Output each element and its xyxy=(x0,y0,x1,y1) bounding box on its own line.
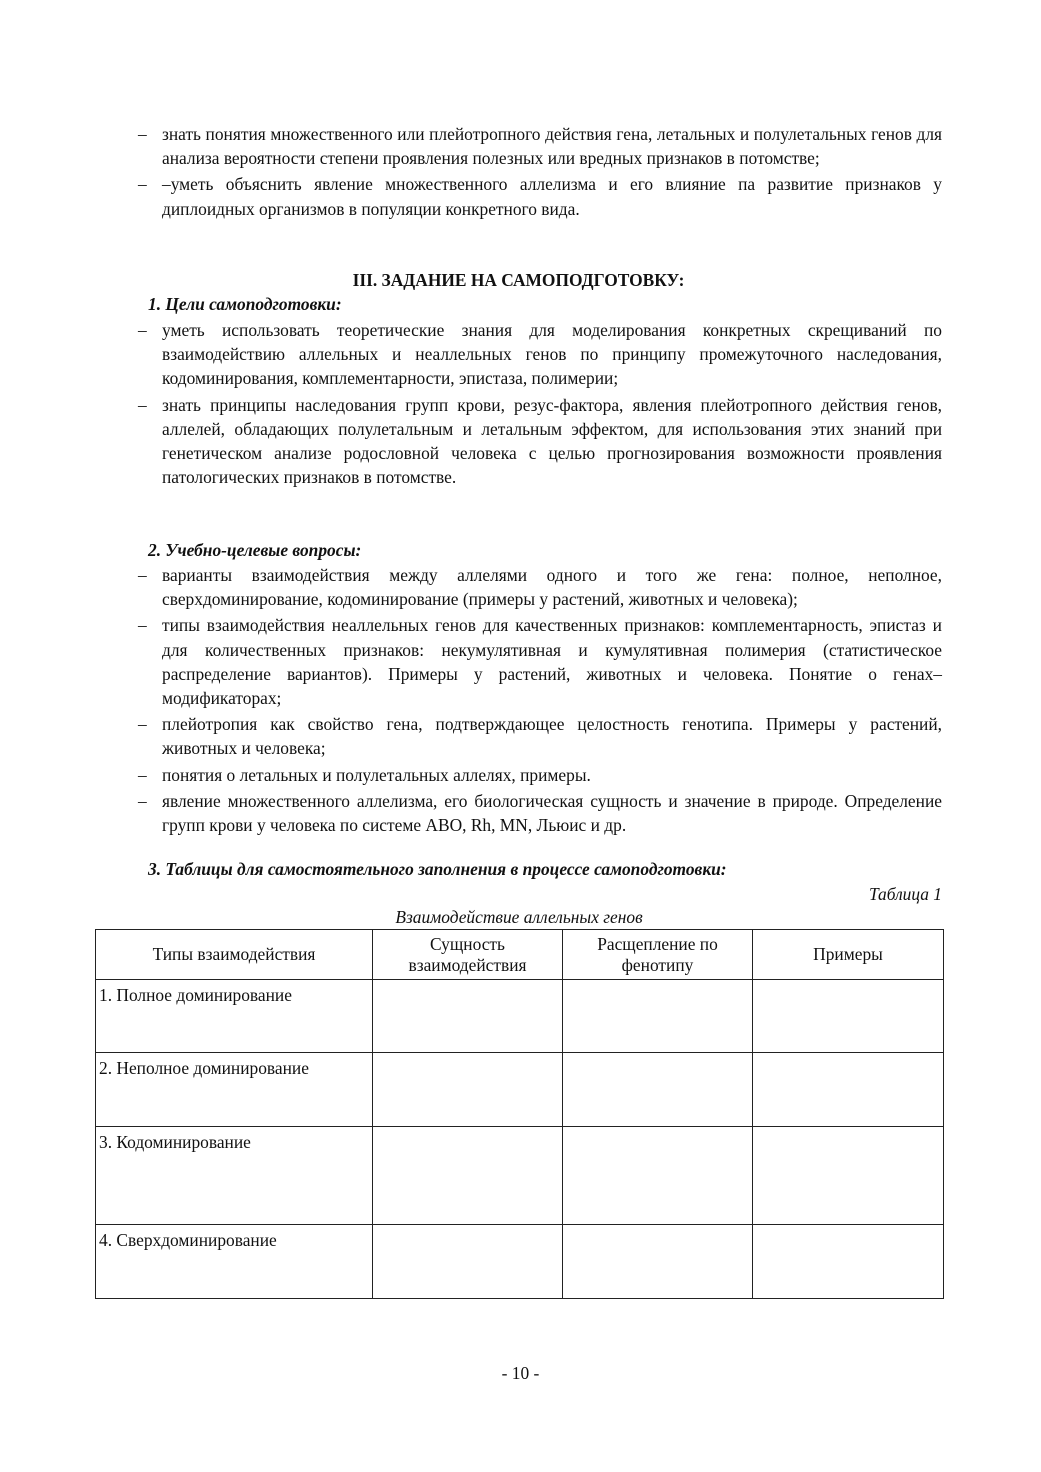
empty-cell[interactable] xyxy=(563,1127,753,1225)
intro-list xyxy=(138,122,942,221)
header-cell: Примеры xyxy=(753,930,944,980)
questions-list xyxy=(138,563,942,837)
empty-cell[interactable] xyxy=(753,1053,944,1127)
table-caption: Взаимодействие аллельных генов xyxy=(395,907,643,927)
empty-cell[interactable] xyxy=(563,980,753,1053)
tables-title: 3. Таблицы для самостоятельного заполнения в процессе самоподготовки: xyxy=(148,859,727,879)
table-header-row xyxy=(96,930,944,980)
header-cell: Типы взаимодействия xyxy=(96,930,373,980)
row-label: 3. Кодоминирование xyxy=(96,1127,373,1225)
empty-cell[interactable] xyxy=(563,1053,753,1127)
header-cell: Сущность взаимодействия xyxy=(373,930,563,980)
row-label: 2. Неполное доминирование xyxy=(96,1053,373,1127)
list-item: – понятия о летальных и полулетальных аллелях, примеры. xyxy=(138,764,591,785)
goals-title: 1. Цели самоподготовки: xyxy=(148,294,342,314)
interaction-table xyxy=(95,929,944,1299)
table-row xyxy=(96,1225,944,1299)
list-item: – –уметь объяснить явление множественного аллелизма и его влияние па развитие признаков у диплоидных организмов в популяции конкретного вида. xyxy=(138,174,942,219)
table-row xyxy=(96,980,944,1053)
list-item: – варианты взаимодействия между аллелями одного и того же гена: полное, неполное, сверхдоминирование, кодоминирование (примеры у растений, животных и человека); xyxy=(138,565,942,610)
header-cell: Расщепление по фенотипу xyxy=(563,930,753,980)
row-label: 1. Полное доминирование xyxy=(96,980,373,1053)
empty-cell[interactable] xyxy=(753,1225,944,1299)
list-item: – типы взаимодействия неаллельных генов для качественных признаков: комплементарность, эпистаз и для количественных признаков: некумулятивная и кумулятивная полимерия (статистическое распределение вариантов). Примеры у растений, животных и человека. Понятие о генах–модификаторах; xyxy=(138,615,942,709)
empty-cell[interactable] xyxy=(753,980,944,1053)
list-item: – знать понятия множественного или плейотропного действия гена, летальных и полулетальных генов для анализа вероятности степени проявления полезных или вредных признаков в потомстве; xyxy=(138,124,942,169)
empty-cell[interactable] xyxy=(373,1225,563,1299)
empty-cell[interactable] xyxy=(373,980,563,1053)
empty-cell[interactable] xyxy=(373,1053,563,1127)
list-item: – уметь использовать теоретические знания для моделирования конкретных скрещиваний по взаимодействию аллельных и неаллельных генов по принципу промежуточного наследования, кодоминирования, комплементарности, эпистаза, полимерии; xyxy=(138,320,942,389)
table-row xyxy=(96,1127,944,1225)
list-item: – явление множественного аллелизма, его биологическая сущность и значение в природе. Определение групп крови у человека по системе АВО, Rh, MN, Льюис и др. xyxy=(138,790,942,836)
empty-cell[interactable] xyxy=(563,1225,753,1299)
empty-cell[interactable] xyxy=(753,1127,944,1225)
list-item: – плейотропия как свойство гена, подтверждающее целостность генотипа. Примеры у растений, животных и человека; xyxy=(138,714,942,759)
questions-title: 2. Учебно-целевые вопросы: xyxy=(148,540,362,560)
table-label: Таблица 1 xyxy=(869,884,942,904)
list-item: – знать принципы наследования групп крови, резус-фактора, явления плейотропного действия генов, аллелей, обладающих полулетальным и летальным эффектом, для использования этих знаний при генетическом анализе родословной человека с целью прогнозирования возможности проявления патологических признаков в потомстве. xyxy=(138,394,942,488)
table-row xyxy=(96,1053,944,1127)
section-heading: III. ЗАДАНИЕ НА САМОПОДГОТОВКУ: xyxy=(352,270,685,290)
page-number: - 10 - xyxy=(501,1363,540,1383)
row-label: 4. Сверхдоминирование xyxy=(96,1225,373,1299)
empty-cell[interactable] xyxy=(373,1127,563,1225)
goals-list xyxy=(138,318,942,489)
